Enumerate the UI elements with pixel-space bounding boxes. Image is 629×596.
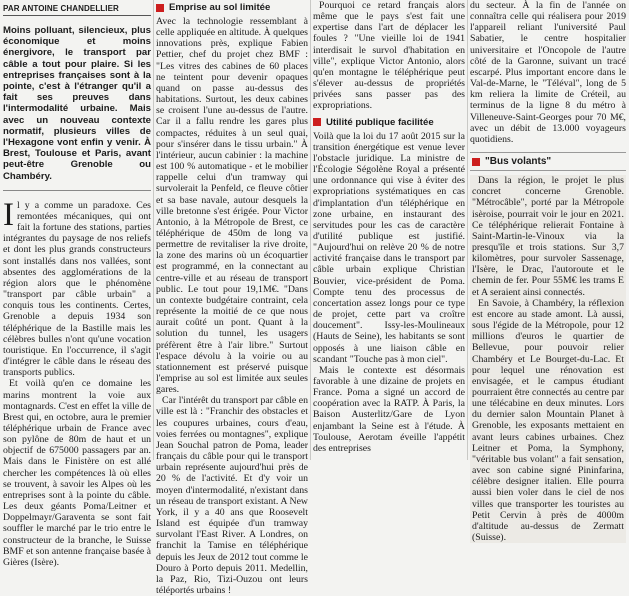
intro-text: l y a comme un paradoxe. Ces remontées mécaniques, qui ont fait la fortune des stations, parties intégrantes du paysage de nos reliefs et dont les plus grands constructeurs sont installés dans nos vallées, sont absentes des agglomérations de la région alors que le phénomène "transport par câble urbain" a conquis tous les continents. Certes, Grenoble a depuis 1934 son téléphérique de la Bastille mais les célèbres bulles n'ont qu'une vocation touristique. En l'occurrence, il s'agit d'intégrer le câble dans le réseau des transports publics.: [3, 199, 151, 379]
red-square-icon: [313, 118, 321, 126]
bus-paragraph-2: En Savoie, à Chambéry, la réflexion est encore au stade amont. Là aussi, sous l'égide de la Métropole, pour 12 millions d'euros le quartier de Bellevue, pour pouvoir relier Chambéry et Le Bourget-du-Lac. Et pour lequel une rénovation est envisagée, et le campus étudiant pourraient être connectés au centre par une télécabine en deux minutes. Lors du dernier salon Mountain Planet à Grenoble, les exposants mettaient en avant leurs cabines urbaines. Chez Leitner et Poma, la Symphony, "véritable bus volant" a fait sensation, avec son cabine signé Pininfarina, célèbre designer italien. Elle pourra aussi bien voler dans le ciel de nos villes que transporter les touristes au Petit Cervin à près de 4000m d'altitude au-dessus de Zermatt (Suisse).: [472, 297, 624, 544]
article-column-1: [3, 0, 151, 568]
column-rule: [310, 0, 311, 460]
drop-cap: I: [3, 196, 14, 233]
column-rule: [467, 0, 468, 460]
subhead-utilite: [313, 117, 465, 128]
article-column-4: [470, 0, 626, 544]
utilite-paragraph-2: Mais le contexte est désormais favorable à une dizaine de projets en France. Poma a signé un accord de coopération avec la RATP. À Paris, la Baison Austerlitz/Gare de Lyon enjambant la Seine est à l'étude. À Toulouse, Aerotam éveille l'appétit des entreprises: [313, 364, 465, 454]
subhead-emprise-label: Emprise au sol limitée: [169, 2, 271, 13]
intro-paragraph: [3, 196, 151, 568]
emprise-paragraph: Avec la technologie ressemblant à celle appliquée en altitude. À quelques innovations près, explique Fabien Pettier, chef du projet chez BMF : "Les vitres des cabines de 60 places ne teintent pour devenir opaques quand on passe au-dessus des habitations. Surtout, les deux cabines se croisent l'une au-dessus de l'autre. Car il a fallu rendre les gares plus compactes, réduites à un seul quai, pour s'insérer dans le tissu urbain." À l'intérieur, aucun cabinier : la machine est 100 % automatique - et le mobilier rappelle celui d'un tramway qui survolerait la Penfeld, ce fleuve côtier et sa base navale, autour desquels la ville bretonne s'est érigée. Pour Victor Antonio, à la Métropole de Brest, ce téléphérique de 450m de long va permettre de revitaliser la rive droite, la zone des marins où un écoquartier est programmé, en la connectant au centre-ville et au réseau de transport public. Le tout pour 19,1M€. "Dans un contexte budgétaire contraint, cela représente la moitié de ce que nous aurait coûté un pont. Quant à la solution du tunnel, les usagers préfèrent être à l'air libre." Surtout l'espace dévolu à la voirie ou au stationnement est préservé puisque l'emprise au sol est limitée aux seules gares.: [156, 16, 308, 396]
article-column-2: [156, 0, 308, 596]
subhead-bus-volants: [470, 152, 626, 171]
intro-text-2: Et voilà qu'en ce domaine les marins montrent la voie aux montagnards. C'est en effet la ville de Brest qui, en octobre, aura le premier téléphérique urbain de France avec son pylône de 80m de haut et un objectif de 675000 passagers par an. Mais dans le Finistère on est allé chercher les compétences là où elles se trouvent, à savoir les Alpes où les entreprises sont à la pointe du câble. Les deux géants Poma/Leitner et Doppelmayr/Garaventa se sont fait souffler le marché par le trio entre le constructeur de la branche, le Suisse BMF et son antenne française basée à Gières (Isère).: [3, 378, 151, 568]
emprise-paragraph-2: Car l'intérêt du transport par câble en ville est là : "Franchir des obstacles et les coupures urbaines, cours d'eau, voies ferrées ou montagnes", explique Jean Souchal patron de Poma, leader français du câble pour qui le transport urbain représente aujourd'hui près de 20 % de l'activité. Et d'y voir un moyen d'intermodalité, n'existant dans un réseau de transport existant. A New York, il y a 40 ans que Roosevelt Island est équipée d'un tramway survolant l'East River. A Londres, on franchit la Tamise en téléphérique depuis les Jeux de 2012 tout comme le Douro à Porto depuis 2011. Medellin, la Paz, Rio, Tizi-Ouzou ont leurs téléportés urbains !: [156, 395, 308, 596]
projets-paragraph: du secteur. À la fin de l'année on connaîtra celle qui réalisera pour 2019 l'appareil reliant l'université Paul Sabatier, le centre hospitalier universitaire et l'Oncopole de l'autre côté de la Garonne, suivant un tracé escarpé. Plus important encore dans le Val-de-Marne, le "Téléval", long de 5 km reliera la limite de Créteil, au terminus de la ligne 8 du métro à Villeneuve-Saint-Georges pour 70 M€, avec un débit de 13.000 voyageurs quotidiens.: [470, 0, 626, 145]
subhead-emprise: [156, 2, 308, 13]
subhead-bus-volants-label: "Bus volants": [485, 156, 552, 168]
lead-paragraph: Moins polluant, silencieux, plus économique et moins énergivore, le transport par câble a tout pour plaire. Si les entreprises françaises sont à la pointe, c'est à l'étranger qu'il a fait ses preuves dans l'intermodalité urbaine. Mais avec un nouveau contexte normatif, plusieurs villes de l'Hexagone vont enfin y venir. À Brest, Toulouse et Paris, avant peut-être Grenoble ou Chambéry.: [3, 25, 151, 182]
subhead-utilite-label: Utilité publique facilitée: [326, 116, 434, 128]
retard-paragraph: Pourquoi ce retard français alors même que le pays s'est fait une expertise dans l'art de déplacer les foules ? "Une vieille loi de 1941 interdisait le survol d'habitation en ville", explique Victor Antonio, alors qu'en montagne le téléphérique peut s'élever au-dessus de propriétés privées sans passer pas des expropriations.: [313, 0, 465, 112]
bus-paragraph: Dans la région, le projet le plus concret concerne Grenoble. "Métrocâble", porté par la Métropole isèroise, pourrait voir le jour en 2021. Ce téléphérique relierait Fontaine à Saint-Martin-le-Vinoux via la presqu'île et trois stations. Sur 3,7 kilomètres, pour survoler Sassenage, l'Isère, le Drac, l'autoroute et le chemin de fer. Pour 55M€ les trams E et A seraient ainsi connectés.: [472, 175, 624, 298]
utilite-paragraph: Voilà que la loi du 17 août 2015 sur la transition énergétique est venue lever l'obstacle juridique. La ministre de l'Écologie Ségolène Royal a présenté une ordonnance qui vise à éviter des expropriations systématiques en cas d'implantation d'un téléphérique en zone urbaine, en instaurant des servitudes pour les cas de caractère d'utilité publique est justifié. "Aujourd'hui on relève 20 % de notre activité française dans le transport par câble urbain explique Christian Bouvier, vice-président de Poma. Compte tenu des processus de concertation assez longs pour ce type de projet, cette part va croître doucement". Issy-les-Moulineaux (Hauts de Seine), les habitants se sont opposés à une liaison câble en scandant "Touche pas à mon ciel".: [313, 130, 465, 365]
red-square-icon: [472, 158, 480, 166]
separator: [3, 190, 151, 191]
article-column-3: [313, 0, 465, 460]
red-square-icon: [156, 4, 164, 12]
byline: PAR ANTOINE CHANDELLIER: [3, 0, 151, 16]
column-rule: [153, 0, 154, 460]
